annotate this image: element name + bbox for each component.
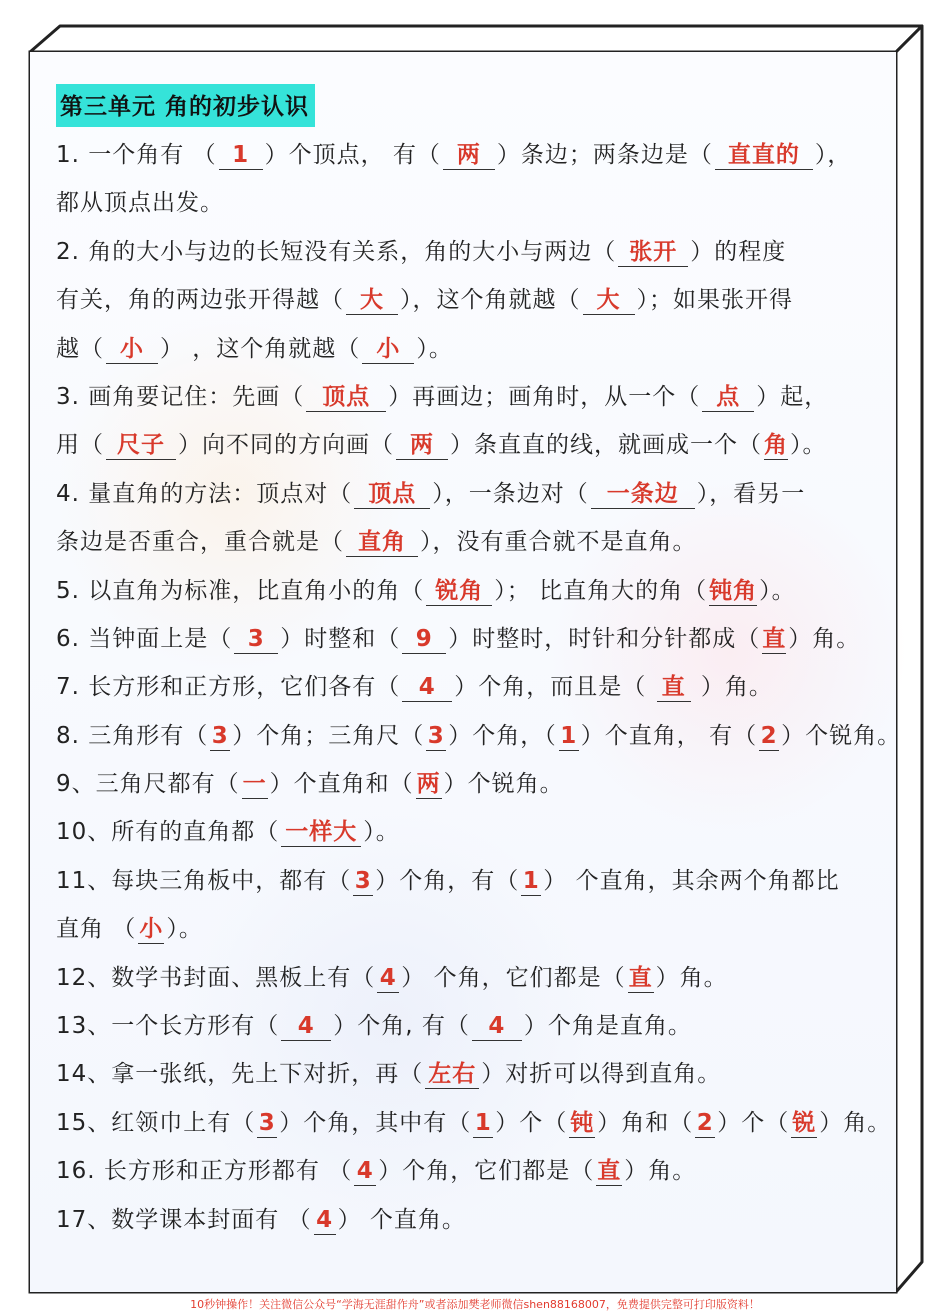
- question-text: 16. 长方形和正方形都有 （: [56, 1158, 353, 1185]
- answer-blank: 4: [354, 1157, 376, 1186]
- question-text: ）再画边；画角时，从一个（: [388, 383, 701, 410]
- question-line: [56, 421, 868, 469]
- answer-blank: 1: [560, 722, 578, 749]
- question-line: [56, 131, 868, 179]
- question-line: [56, 954, 868, 1002]
- answer-blank: 小: [362, 335, 414, 364]
- question-text: ）向不同的方向画（: [178, 432, 394, 459]
- question-text: ）；如果张开得: [636, 287, 793, 314]
- answer-blank: 两: [396, 431, 448, 460]
- question-text: 12、数学书封面、黑板上有（: [56, 964, 376, 991]
- question-text: 3. 画角要记住：先画（: [56, 383, 305, 410]
- question-text: ）起，: [756, 383, 829, 410]
- question-text: ）个角，（: [448, 722, 557, 749]
- answer-blank: 张开: [618, 238, 688, 267]
- answer-blank: 4: [377, 964, 399, 993]
- question-text: ）。: [363, 819, 400, 846]
- answer-blank: 一样大: [281, 818, 361, 847]
- answer-blank: 角: [764, 432, 788, 459]
- answer-blank: 一: [242, 771, 267, 798]
- question-text: 条边是否重合，重合就是（: [56, 529, 344, 556]
- question-text: ）时整时，时针和分针都成（: [448, 625, 761, 652]
- answer-blank: 大: [346, 286, 398, 315]
- question-text: ）时整和（: [280, 625, 401, 652]
- answer-blank: 2: [696, 1109, 714, 1136]
- question-line: [56, 373, 868, 421]
- question-text: 有关，角的两边张开得越（: [56, 287, 344, 314]
- question-text: ）个（: [495, 1109, 568, 1136]
- answer-blank: 3: [258, 1109, 276, 1136]
- answer-blank: 一条边: [591, 480, 695, 509]
- question-text: 2. 角的大小与边的长短没有关系，角的大小与两边（: [56, 238, 617, 265]
- answer-blank: 锐角: [426, 577, 492, 606]
- question-text: ）个锐角。: [443, 771, 564, 798]
- question-text: ） 个角，它们都是（: [401, 964, 626, 991]
- question-text: 15、红领巾上有（: [56, 1109, 256, 1136]
- question-text: ）条边；两条边是（: [496, 142, 713, 168]
- question-text: ）条直直的线，就画成一个（: [450, 432, 762, 459]
- question-text: 17、数学课本封面有 （: [56, 1206, 312, 1233]
- answer-blank: 两: [416, 771, 441, 798]
- answer-blank: 大: [583, 286, 635, 315]
- answer-blank: 顶点: [306, 383, 386, 412]
- question-text: 8. 三角形有（: [56, 722, 209, 749]
- answer-blank: 锐: [792, 1109, 817, 1136]
- question-line: [56, 518, 868, 566]
- question-text: ）个角，它们都是（: [378, 1158, 595, 1185]
- question-line: [56, 470, 868, 518]
- answer-blank: 1: [522, 867, 540, 894]
- question-text: ）角。: [788, 625, 861, 652]
- question-text: ）。: [416, 335, 453, 362]
- question-text: ）。: [790, 432, 827, 459]
- question-line: [56, 228, 868, 276]
- question-line: [56, 808, 868, 856]
- question-text: 6. 当钟面上是（: [56, 625, 233, 652]
- answer-blank: 3: [234, 625, 278, 654]
- question-text: ）。: [166, 916, 203, 943]
- question-text: ）； 比直角大的角（: [494, 577, 708, 604]
- question-line: [56, 857, 868, 905]
- answer-blank: 3: [427, 722, 445, 749]
- answer-blank: 小: [139, 916, 164, 943]
- answer-blank: 4: [281, 1012, 331, 1041]
- question-text: ）个顶点， 有（: [264, 142, 441, 168]
- question-text: ）个直角和（: [269, 771, 414, 798]
- answer-blank: 点: [702, 383, 754, 412]
- question-line: [56, 615, 868, 663]
- answer-blank: 尺子: [106, 431, 176, 460]
- question-text: 都从顶点出发。: [56, 190, 224, 217]
- question-text: 5. 以直角为标准，比直角小的角（: [56, 577, 425, 604]
- question-text: 10、所有的直角都（: [56, 819, 280, 846]
- answer-blank: 直直的: [715, 141, 813, 170]
- question-line: [56, 1050, 868, 1098]
- question-text: ），一条边对（: [432, 480, 589, 507]
- answer-blank: 直角: [346, 528, 418, 557]
- question-line: [56, 663, 868, 711]
- question-text: 用（: [56, 432, 104, 459]
- question-text: ）个角, 有（: [333, 1013, 470, 1040]
- question-text: 越（: [56, 335, 104, 362]
- question-text: ）个角，其中有（: [279, 1109, 472, 1136]
- answer-blank: 1: [474, 1109, 492, 1136]
- answer-blank: 4: [402, 673, 452, 702]
- answer-blank: 1: [219, 141, 263, 170]
- answer-blank: 直: [628, 964, 653, 991]
- question-line: [56, 179, 868, 227]
- question-text: ），这个角就越（: [400, 287, 581, 314]
- question-text: 11、每块三角板中，都有（: [56, 867, 352, 894]
- answer-blank: 4: [472, 1012, 522, 1041]
- question-text: 直角 （: [56, 916, 137, 943]
- question-text: ）。: [759, 577, 796, 604]
- unit-title: 第三单元 角的初步认识: [56, 84, 315, 127]
- question-text: ）个角是直角。: [523, 1013, 692, 1040]
- answer-blank: 顶点: [354, 480, 430, 509]
- question-text: ） 个直角，其余两个角都比: [543, 867, 840, 894]
- question-text: 7. 长方形和正方形，它们各有（: [56, 674, 401, 701]
- question-text: ） 个直角。: [337, 1206, 466, 1233]
- question-line: [56, 1002, 868, 1050]
- answer-blank: 3: [354, 867, 372, 894]
- question-text: 14、拿一张纸，先上下对折，再（: [56, 1061, 424, 1088]
- question-text: 1. 一个角有 （: [56, 142, 217, 168]
- answer-blank: 3: [211, 722, 229, 749]
- answer-blank: 左右: [425, 1060, 479, 1089]
- question-text: ） ，这个角就越（: [160, 335, 361, 362]
- question-text: 4. 量直角的方法：顶点对（: [56, 480, 353, 507]
- question-line: [56, 1147, 868, 1195]
- question-text: ）角。: [692, 674, 773, 701]
- footer-note: 10秒钟操作！关注微信公众号“学海无涯甜作舟”或者添加樊老师微信shen88168007，免费提供完整可打印版资料！: [190, 1298, 760, 1311]
- answer-blank: 直: [762, 625, 787, 652]
- question-text: 9、三角尺都有（: [56, 771, 240, 798]
- question-text: ），看另一: [696, 480, 806, 507]
- answer-blank: 小: [106, 335, 158, 364]
- question-text: ）的程度: [690, 238, 787, 265]
- answer-blank: 2: [760, 722, 778, 749]
- question-list: [56, 131, 902, 1244]
- question-line: [56, 1196, 868, 1244]
- question-text: ）个锐角。: [781, 722, 902, 749]
- question-line: [56, 760, 868, 808]
- question-text: ）个角，而且是（: [454, 674, 655, 701]
- question-line: [56, 567, 868, 615]
- question-text: ）角。: [819, 1109, 892, 1136]
- answer-blank: 直: [597, 1158, 622, 1185]
- worksheet-content: [56, 84, 902, 1244]
- question-text: ）个直角， 有（: [580, 722, 758, 749]
- question-text: ）对折可以得到直角。: [481, 1061, 722, 1088]
- question-text: ）角。: [655, 964, 728, 991]
- question-text: ）个（: [717, 1109, 790, 1136]
- question-text: ）角和（: [597, 1109, 694, 1136]
- question-line: [56, 325, 868, 373]
- answer-blank: 直: [657, 673, 691, 702]
- question-text: ）个角，有（: [375, 867, 520, 894]
- answer-blank: 4: [314, 1206, 336, 1235]
- question-text: ），: [814, 142, 852, 168]
- question-line: [56, 905, 868, 953]
- question-line: [56, 712, 902, 760]
- question-text: ）角。: [624, 1158, 697, 1185]
- question-text: ），没有重合就不是直角。: [420, 529, 697, 556]
- question-line: [56, 1099, 892, 1147]
- answer-blank: 钝: [570, 1109, 595, 1136]
- question-line: [56, 276, 868, 324]
- answer-blank: 钝角: [709, 577, 758, 604]
- answer-blank: 9: [402, 625, 446, 654]
- answer-blank: 两: [443, 141, 495, 170]
- question-text: ）个角；三角尺（: [232, 722, 425, 749]
- question-text: 13、一个长方形有（: [56, 1013, 280, 1040]
